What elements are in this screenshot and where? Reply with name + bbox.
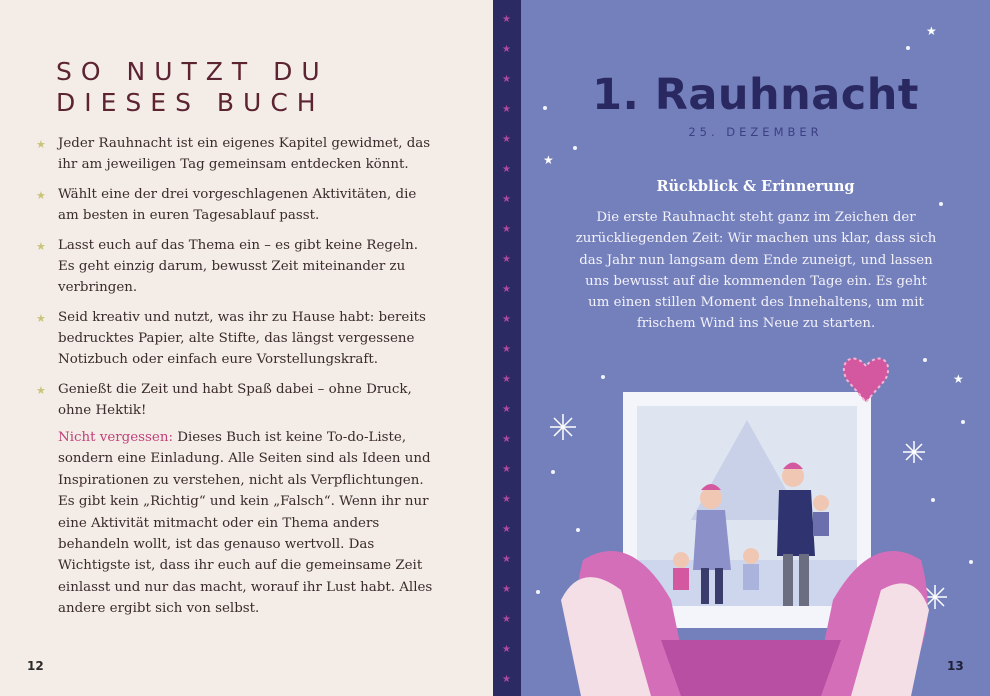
chapter-subtitle: Rückblick & Erinnerung [656,178,855,195]
title-line-2: DIESES BUCH [56,88,325,117]
star-icon: ★ [502,104,511,115]
star-icon: ★ [502,314,511,325]
list-item-text: Lasst euch auf das Thema ein – es gibt keine Regeln. Es geht einzig darum, bewusst Zeit miteinander zu verbringen. [58,238,419,295]
list-item [36,133,436,175]
book-spine [493,0,521,696]
page-number-right: 13 [947,659,964,673]
star-icon: ★ [502,464,511,475]
star-icon: ★ [502,584,511,595]
star-icon: ★ [502,224,511,235]
chapter-date: 25. DEZEMBER [688,125,823,139]
list-item-text: Seid kreativ und nutzt, was ihr zu Hause habt: bereits bedrucktes Papier, alte Stifte, das längst vergessene Notizbuch oder einfach eure Vorstellungskraft. [58,310,426,367]
star-icon: ★ [502,674,511,685]
list-item-text: Wählt eine der drei vorgeschlagenen Aktivitäten, die am besten in euren Tagesablauf passt. [58,187,417,223]
instruction-list [36,133,436,430]
star-icon: ★ [502,164,511,175]
star-icon: ★ [502,524,511,535]
star-icon: ★ [502,554,511,565]
list-item [36,379,436,421]
star-icon: ★ [953,372,964,386]
star-icon: ★ [502,254,511,265]
reminder-note [58,427,438,620]
star-icon: ★ [502,44,511,55]
star-bullet-icon: ★ [36,240,46,253]
star-icon: ★ [502,284,511,295]
chapter-title: 1. Rauhnacht [592,70,919,120]
chapter-body: Die erste Rauhnacht steht ganz im Zeichen der zurückliegenden Zeit: Wir machen uns klar, dass sich das Jahr nun langsam dem Ende zuneigt, und lassen uns bewusst auf die kommenden Tage ein. Es geht um einen stillen Moment des Innehaltens, um mit frischem Wind ins Neue zu starten. [575,210,937,332]
left-page [0,0,493,696]
list-item [36,307,436,370]
star-bullet-icon: ★ [36,138,46,151]
star-icon: ★ [502,74,511,85]
star-icon: ★ [502,374,511,385]
star-icon: ★ [502,134,511,145]
star-icon: ★ [502,494,511,505]
note-highlight: Nicht vergessen: [58,430,173,445]
note-text: Dieses Buch ist keine To-do-Liste, sondern eine Einladung. Alle Seiten sind als Ideen und Inspirationen zu verstehen, nicht als Verpflichtungen. Es gibt kein „Richtig“ und kein „Falsch“. Wenn ihr nur eine Aktivität mitmacht oder ein Thema anders behandeln wollt, ist das genauso wertvoll. Das Wichtigste ist, dass ihr euch auf die gemeinsame Zeit einlasst und nur das macht, worauf ihr Lust habt. Alles andere ergibt sich von selbst. [58,430,433,617]
star-icon: ★ [502,404,511,415]
section-title [56,56,329,118]
star-icon: ★ [502,344,511,355]
star-icon: ★ [926,24,937,38]
snowflake-icon [903,441,925,463]
list-item-text: Genießt die Zeit und habt Spaß dabei – ohne Druck, ohne Hektik! [58,382,412,418]
star-icon: ★ [502,614,511,625]
star-icon: ★ [502,434,511,445]
star-bullet-icon: ★ [36,189,46,202]
list-item [36,235,436,298]
page-number-left: 12 [27,659,44,673]
star-icon: ★ [502,14,511,25]
right-page [521,0,990,696]
star-bullet-icon: ★ [36,384,46,397]
star-icon: ★ [502,194,511,205]
star-bullet-icon: ★ [36,312,46,325]
title-line-1: SO NUTZT DU [56,57,329,86]
star-icon: ★ [543,153,554,167]
list-item [36,184,436,226]
star-icon: ★ [502,644,511,655]
snowflake-icon [550,414,576,440]
list-item-text: Jeder Rauhnacht ist ein eigenes Kapitel gewidmet, das ihr am jeweiligen Tag gemeinsam entdecken könnt. [58,136,431,172]
